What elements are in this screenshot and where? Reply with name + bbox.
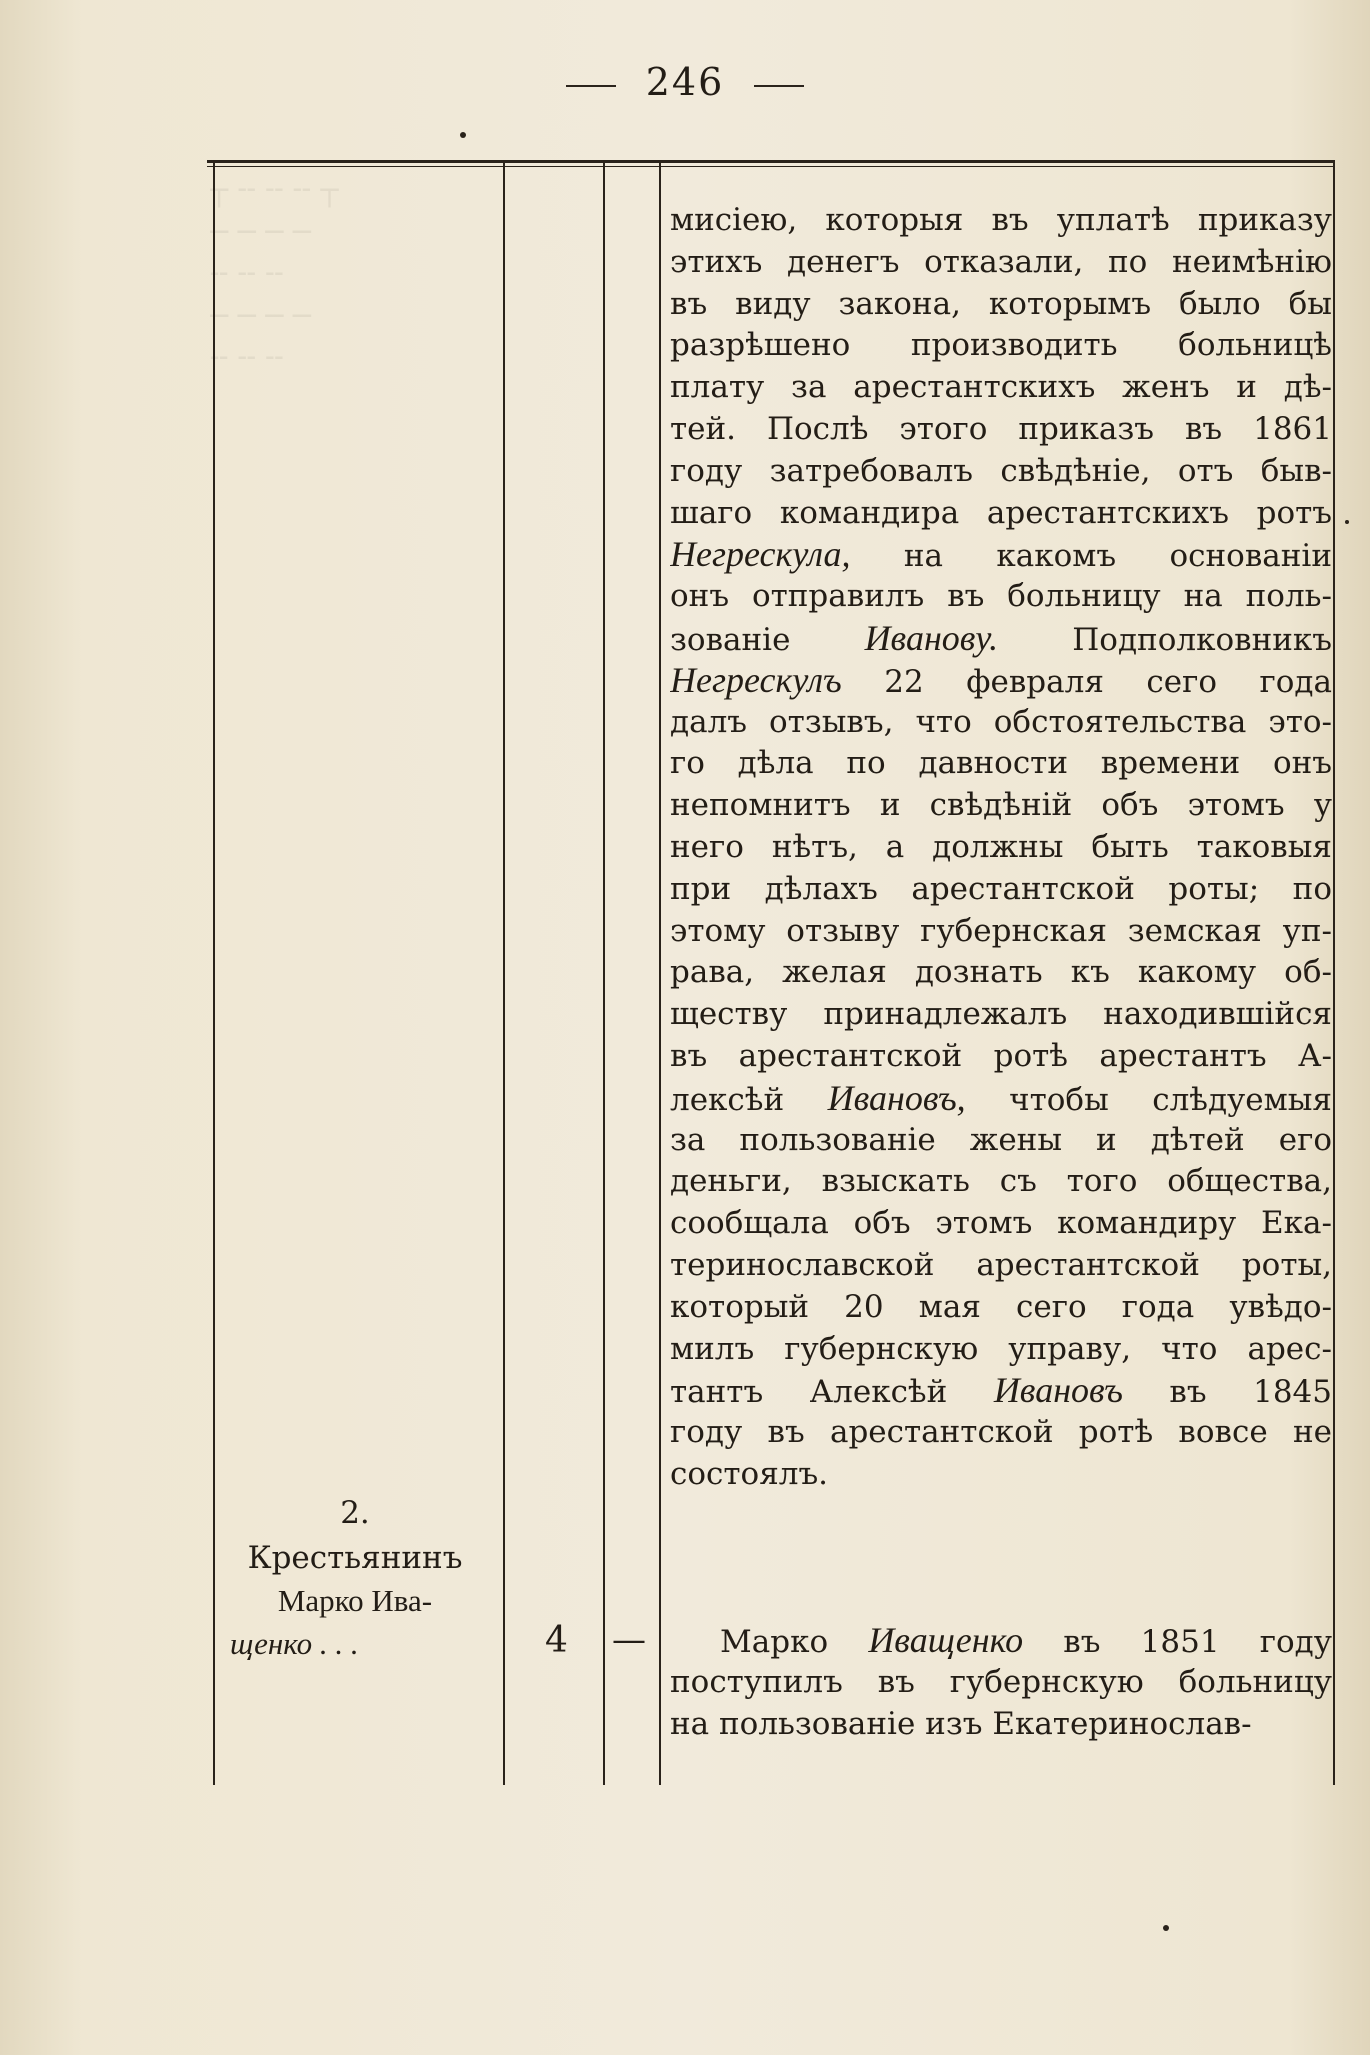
ink-speck bbox=[1345, 520, 1349, 524]
entry1-text-line: лексѣй Ивановъ, чтобы слѣдуемыя bbox=[670, 1077, 1332, 1118]
entry2-text-line: на пользованiе изъ Екатеринослав- bbox=[670, 1705, 1252, 1742]
page-number-value: 246 bbox=[645, 60, 725, 104]
entry-2-number: 2. bbox=[340, 1495, 370, 1531]
entry1-text-line: тантъ Алексѣй Ивановъ въ 1845 bbox=[670, 1370, 1332, 1411]
entry1-text-line: го дѣла по давности времени онъ bbox=[670, 745, 1332, 782]
column-rule-3 bbox=[603, 160, 605, 1785]
entry1-text-line: деньги, взыскать съ того общества, bbox=[670, 1163, 1332, 1200]
entry1-text-line: этихъ денегъ отказали, по неимѣнiю bbox=[670, 243, 1332, 280]
entry-2-amount: 4 bbox=[545, 1620, 568, 1661]
entry1-text-line: году въ арестантской ротѣ вовсе не bbox=[670, 1414, 1332, 1451]
entry1-text-line: который 20 мая сего года увѣдо- bbox=[670, 1288, 1332, 1325]
entry1-text-line: него нѣтъ, а должны быть таковыя bbox=[670, 828, 1332, 865]
entry1-text-line: въ виду закона, которымъ было бы bbox=[670, 285, 1332, 322]
entry1-text-line: состоялъ. bbox=[670, 1455, 829, 1492]
column-rule-2 bbox=[503, 160, 505, 1785]
entry1-text-line: милъ губернскую управу, что арес- bbox=[670, 1330, 1332, 1367]
entry-2-kopecks: — bbox=[612, 1620, 646, 1660]
entry1-text-line: Негрескулъ 22 февраля сего года bbox=[670, 659, 1332, 700]
entry1-text-line: непомнитъ и свѣдѣнiй объ этомъ у bbox=[670, 787, 1332, 824]
entry1-text-line: году затребовалъ свѣдѣнiе, отъ быв- bbox=[670, 452, 1332, 489]
bleed-through-texture: ┬ ╌ ╌ ╌ ┬ ─ ─ ─ ─ ╌ ╌ ╌ ─ ─ ─ ─ ╌ ╌ ╌ bbox=[210, 173, 339, 376]
entry-2-role: Крестьянинъ bbox=[247, 1540, 463, 1576]
entry1-text-line: этому отзыву губернская земская уп- bbox=[670, 912, 1332, 949]
column-rule-5 bbox=[1333, 160, 1335, 1785]
entry1-text-line: шаго командира арестантскихъ ротъ bbox=[670, 494, 1332, 531]
ink-speck bbox=[1163, 1925, 1169, 1931]
entry-2-name-text-1: Марко Ива- bbox=[277, 1583, 433, 1618]
entry1-text-line: разрѣшено производить больницѣ bbox=[670, 327, 1332, 364]
entry2-text-line: Марко Иващенко въ 1851 году bbox=[720, 1620, 1332, 1660]
entry1-text-line: тей. Послѣ этого приказъ въ 1861 bbox=[670, 410, 1332, 447]
entry1-text-line: онъ отправилъ въ больницу на поль- bbox=[670, 578, 1332, 615]
entry-1-text bbox=[670, 200, 1332, 1496]
entry1-text-line: сообщала объ этомъ командиру Ека- bbox=[670, 1205, 1332, 1242]
entry1-text-line: въ арестантской ротѣ арестантъ А- bbox=[670, 1037, 1332, 1074]
entry1-text-line: плату за арестантскихъ женъ и дѣ- bbox=[670, 369, 1332, 406]
table-top-rule bbox=[207, 160, 1335, 163]
page-number-dash-right bbox=[754, 85, 804, 87]
entry1-text-line: далъ отзывъ, что обстоятельства это- bbox=[670, 703, 1332, 740]
column-rule-4 bbox=[659, 160, 661, 1785]
entry1-text-line: при дѣлахъ арестантской роты; по bbox=[670, 870, 1332, 907]
ink-speck bbox=[460, 132, 466, 138]
entry1-text-line: мисiею, которыя въ уплатѣ приказу bbox=[670, 202, 1332, 238]
entry-2-text bbox=[670, 1620, 1332, 1745]
page-number bbox=[0, 60, 1370, 104]
entry-2-name-text-2: щенко . . . bbox=[230, 1626, 359, 1661]
entry1-text-line: рава, желая дознать къ какому об- bbox=[670, 954, 1332, 991]
entry-2-name-line-2 bbox=[230, 1626, 520, 1662]
entry-2-name-line-1 bbox=[210, 1583, 500, 1619]
table-top-rule-thin bbox=[207, 166, 1335, 167]
page-number-dash-left bbox=[566, 85, 616, 87]
entry2-text-line: поступилъ въ губернскую больницу bbox=[670, 1663, 1332, 1700]
entry1-text-line: теринославской арестантской роты, bbox=[670, 1246, 1332, 1283]
entry1-text-line: за пользованiе жены и дѣтей его bbox=[670, 1121, 1332, 1158]
entry1-text-line: ществу принадлежалъ находившiйся bbox=[670, 996, 1332, 1033]
entry1-text-line: Негрескула, на какомъ основанiи bbox=[670, 534, 1332, 575]
entry1-text-line: зованiе Иванову. Подполковникъ bbox=[670, 617, 1332, 658]
